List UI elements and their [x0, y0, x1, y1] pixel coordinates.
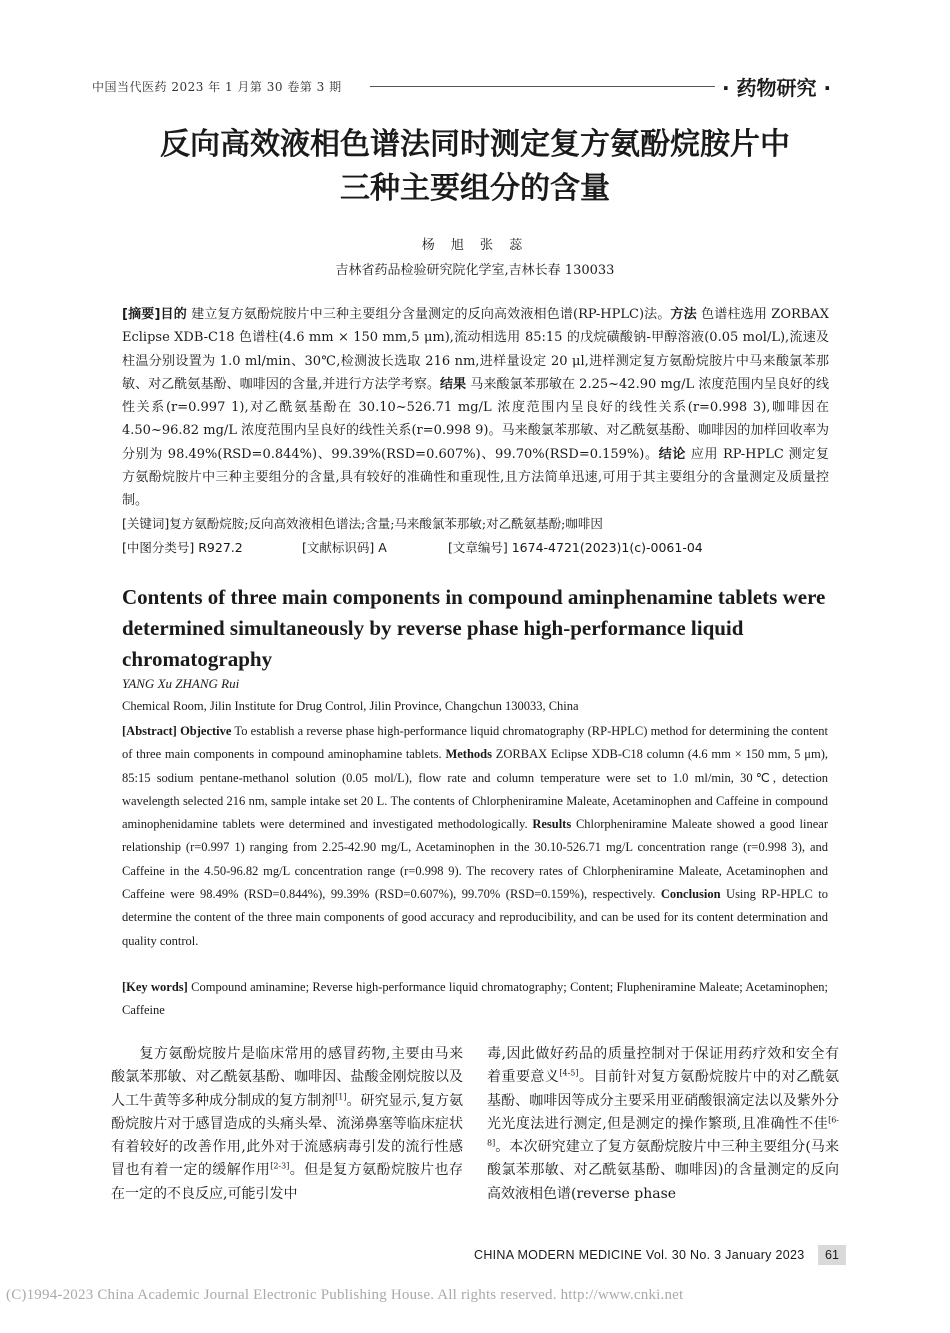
conclusion-en-label: Conclusion [660, 887, 721, 902]
document-code: [文献标识码] A [302, 540, 387, 555]
chinese-affiliation: 吉林省药品检验研究院化学室,吉林长春 130033 [335, 263, 615, 278]
citation-ref[interactable]: [1] [335, 1091, 347, 1101]
body-column-left [111, 1043, 463, 1206]
methods-en-label: Methods [445, 747, 492, 762]
journal-issue-header: 中国当代医药 2023 年 1 月第 30 卷第 3 期 [92, 80, 342, 94]
citation-ref[interactable]: [4-5] [559, 1068, 579, 1078]
english-authors: YANG Xu ZHANG Rui [122, 676, 240, 691]
conclusion-label: 结论 [658, 446, 687, 462]
footer-journal: CHINA MODERN MEDICINE Vol. 30 No. 3 January 2023 [474, 1248, 805, 1262]
citation-ref[interactable]: [2-3] [270, 1161, 290, 1171]
english-keywords [122, 976, 828, 1023]
citation-ref[interactable]: [6-8] [487, 1115, 839, 1148]
conclusion-text: 应用 RP-HPLC 测定复方氨酚烷胺片中三种主要组分的含量,具有较好的准确性和重现性,且方法简单迅速,可用于其主要组分的含量测定及质量控制。 [122, 446, 829, 509]
english-title: Contents of three main components in compound aminphenamine tablets were determined simultaneously by reverse phase high-performance liquid chromatography [122, 585, 826, 671]
header-rule [370, 86, 715, 87]
results-text: 马来酸氯苯那敏在 2.25~42.90 mg/L 浓度范围内呈良好的线性关系(r=0.997 1),对乙酰氨基酚在 30.10~526.71 mg/L 浓度范围内呈良好的线性关系(r=0.998 3),咖啡因在 4.50~96.82 mg/L 浓度范围内呈良好的线性关系(r=0.998 9)。马来酸氯苯那敏、对乙酰氨基酚、咖啡因的加样回收率为分别为 98.49%(RSD=0.844%)、99.39%(RSD=0.607%)、99.70%(RSD=0.159%)。 [122, 376, 829, 462]
methods-en-text: ZORBAX Eclipse XDB-C18 column (4.6 mm × 150 mm, 5 μm), 85:15 sodium pentane-methanol solution (0.05 mol/L), flow rate and column temperature were set to 1.0 ml/min, 30℃, detection wavelength selected 216 nm, sample intake set 20 L. The contents of Chlorpheniramine Maleate, Acetaminophen and Caffeine in compound aminophenidamine tablets were determined and investigated methodologically. [122, 747, 828, 832]
body-left-part-1: 复方氨酚烷胺片是临床常用的感冒药物,主要由马来酸氯苯那敏、对乙酰氨基酚、咖啡因、盐酸金刚烷胺以及人工牛黄等多种成分制成的复方制剂 [111, 1046, 463, 1109]
section-label: · 药物研究 · [722, 76, 832, 100]
chinese-title-line-2: 三种主要组分的含量 [340, 171, 610, 206]
body-right-part-2: 。目前针对复方氨酚烷胺片中的对乙酰氨基酚、咖啡因等成分主要采用亚硝酸银滴定法以及紫外分光光度法进行测定,但是测定的操作繁琐,且准确性不佳 [487, 1069, 840, 1132]
body-right-part-1: 毒,因此做好药品的质量控制对于保证用药疗效和安全有着重要意义 [487, 1046, 839, 1086]
body-column-right [487, 1043, 839, 1206]
keywords-en-label: [Key words] [122, 980, 188, 994]
results-en-text: Chlorpheniramine Maleate showed a good linear relationship (r=0.997 1) ranging from 2.25-42.90 mg/L, Acetaminophen in the 30.10-526.71 mg/L concentration range (r=0.998 3), and Caffeine in the 4.50-96.82 mg/L concentration range (r=0.998 9). The recovery rates of Chlorpheniramine Maleate, Acetaminophen and Caffeine were 98.49% (RSD=0.844%), 99.39% (RSD=0.607%), 99.70% (RSD=0.159%), respectively. [122, 817, 828, 902]
abstract-en-label: [Abstract] [122, 724, 177, 738]
article-number: [文章编号] 1674-4721(2023)1(c)-0061-04 [448, 540, 703, 555]
methods-label: 方法 [670, 307, 697, 322]
conclusion-en-text: Using RP-HPLC to determine the content of the three main components of good accuracy and reproducibility, and can be used for its content determination and quality control. [122, 887, 828, 948]
abstract-label: [摘要] [122, 307, 161, 322]
results-label: 结果 [440, 376, 467, 392]
results-en-label: Results [532, 817, 572, 832]
keywords-text: 复方氨酚烷胺;反向高效液相色谱法;含量;马来酸氯苯那敏;对乙酰氨基酚;咖啡因 [169, 516, 603, 531]
page-number: 61 [818, 1245, 846, 1265]
copyright-watermark: (C)1994-2023 China Academic Journal Electronic Publishing House. All rights reserved. http://www.cnki.net [6, 1287, 684, 1303]
keywords-label: [关键词] [122, 516, 170, 531]
clc-number: [中图分类号] R927.2 [122, 540, 243, 555]
body-right-part-3: 。本次研究建立了复方氨酚烷胺片中三种主要组分(马来酸氯苯那敏、对乙酰氨基酚、咖啡因)的含量测定的反向高效液相色谱(reverse phase [487, 1139, 839, 1202]
methods-text: 色谱柱选用 ZORBAX Eclipse XDB-C18 色谱柱(4.6 mm × 150 mm,5 μm),流动相选用 85:15 的戊烷磺酸钠-甲醇溶液(0.05 mol/L),流速及柱温分别设置为 1.0 ml/min、30℃,检测波长选取 216 nm,进样量设定 20 μl,进样测定复方氨酚烷胺片中马来酸氯苯那敏、对乙酰氨基酚、咖啡因的含量,并进行方法学考察。 [122, 307, 829, 392]
english-affiliation: Chemical Room, Jilin Institute for Drug Control, Jilin Province, Changchun 130033, China [122, 699, 579, 713]
body-left-part-3: 。但是复方氨酚烷胺片也存在一定的不良反应,可能引发中 [111, 1162, 464, 1202]
chinese-keywords [122, 514, 829, 532]
objective-en-label: Objective [180, 724, 232, 738]
english-abstract [122, 720, 828, 953]
keywords-en-text: Compound aminamine; Reverse high-performance liquid chromatography; Content; Flupheniramine Maleate; Acetaminophen; Caffeine [122, 980, 828, 1018]
objective-label: 目的 [160, 307, 187, 322]
body-left-part-2: 。研究显示,复方氨酚烷胺片对于感冒造成的头痛头晕、流涕鼻塞等临床症状有着较好的改善作用,此外对于流感病毒引发的流行性感冒也有着一定的缓解作用 [111, 1092, 464, 1179]
chinese-title-line-1: 反向高效液相色谱法同时测定复方氨酚烷胺片中 [160, 127, 790, 162]
objective-text: 建立复方氨酚烷胺片中三种主要组分含量测定的反向高效液相色谱(RP-HPLC)法。 [186, 307, 671, 322]
objective-en-text: To establish a reverse phase high-performance liquid chromatography (RP-HPLC) method for determining the content of three main components in compound aminophamine tablets. [122, 724, 828, 762]
chinese-abstract [122, 303, 829, 513]
chinese-authors: 杨 旭 张 蕊 [421, 238, 529, 253]
